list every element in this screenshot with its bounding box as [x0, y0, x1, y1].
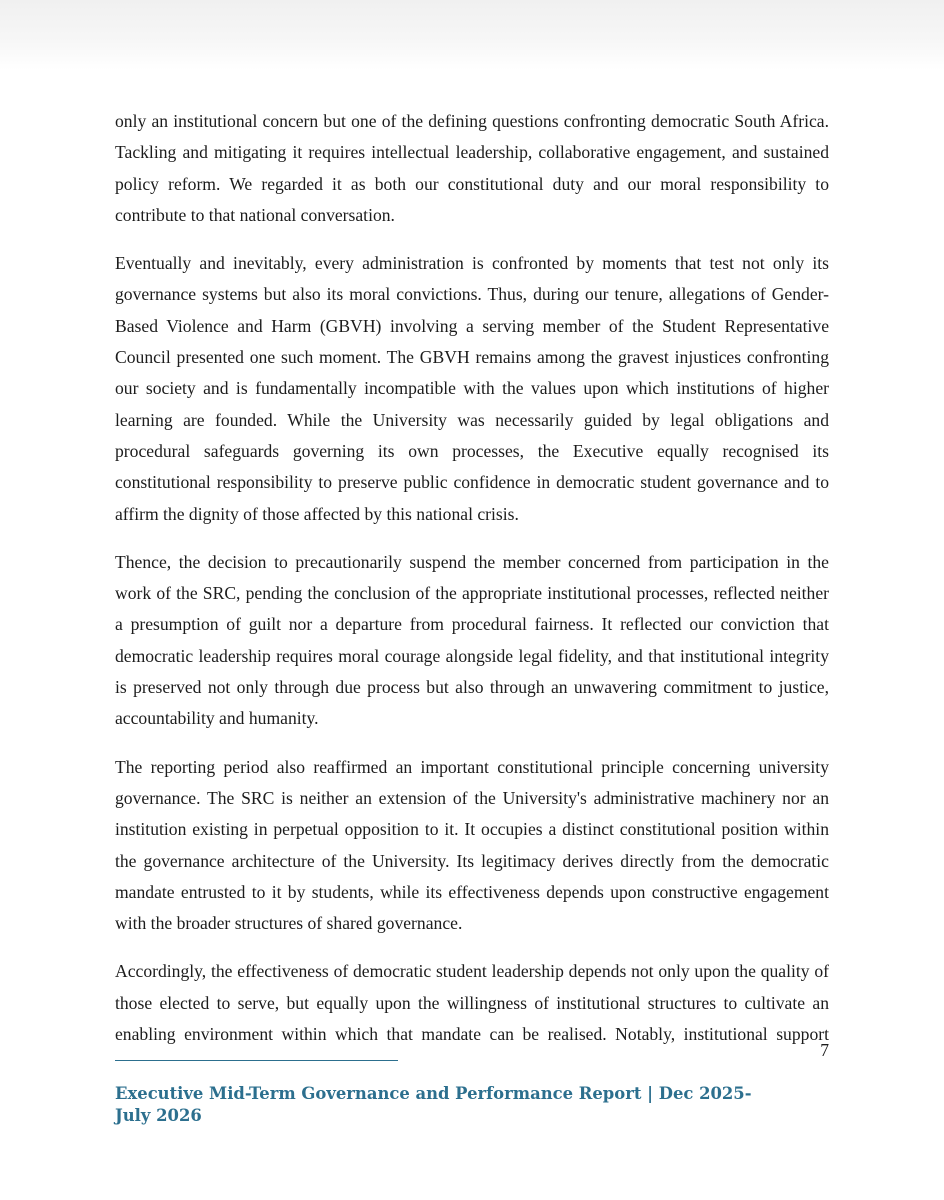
- footer-divider: [115, 1060, 398, 1061]
- page-top-shadow: [0, 0, 944, 70]
- footer-report-title: Executive Mid-Term Governance and Performance Report | Dec 2025-July 2026: [115, 1084, 752, 1125]
- paragraph-2: Eventually and inevitably, every administration is confronted by moments that test not only its governance systems but also its moral convictions. Thus, during our tenure, allegations of Gender-Based Violence and Harm (GBVH) involving a serving member of the Student Representative Council presented one such moment. The GBVH remains among the gravest injustices confronting our society and is fundamentally incompatible with the values upon which institutions of higher learning are founded. While the University was necessarily guided by legal obligations and procedural safeguards governing its own processes, the Executive equally recognised its constitutional responsibility to preserve public confidence in democratic student governance and to affirm the dignity of those affected by this national crisis.: [115, 253, 829, 524]
- paragraph-5: Accordingly, the effectiveness of democratic student leadership depends not only upon the quality of those elected to serve, but equally upon the willingness of institutional structures to cultivate an enabling environment within which that mandate can be realised. Notably, institutional support: [115, 961, 829, 1045]
- paragraph-1: only an institutional concern but one of the defining questions confronting democratic South Africa. Tackling and mitigating it requires intellectual leadership, collaborative engagement, and sustained policy reform. We regarded it as both our constitutional duty and our moral responsibility to contribute to that national conversation.: [115, 111, 829, 225]
- paragraph-4: The reporting period also reaffirmed an important constitutional principle concerning university governance. The SRC is neither an extension of the University's administrative machinery nor an institution existing in perpetual opposition to it. It occupies a distinct constitutional position within the governance architecture of the University. Its legitimacy derives directly from the democratic mandate entrusted to it by students, while its effectiveness depends upon constructive engagement with the broader structures of shared governance.: [115, 756, 829, 934]
- document-body: [115, 106, 829, 1067]
- paragraph-3: Thence, the decision to precautionarily suspend the member concerned from participation in the work of the SRC, pending the conclusion of the appropriate institutional processes, reflected neither a presumption of guilt nor a departure from procedural fairness. It reflected our conviction that democratic leadership requires moral courage alongside legal fidelity, and that institutional integrity is preserved not only through due process but also through an unwavering commitment to justice, accountability and humanity.: [115, 551, 829, 729]
- page-number: 7: [820, 1040, 829, 1060]
